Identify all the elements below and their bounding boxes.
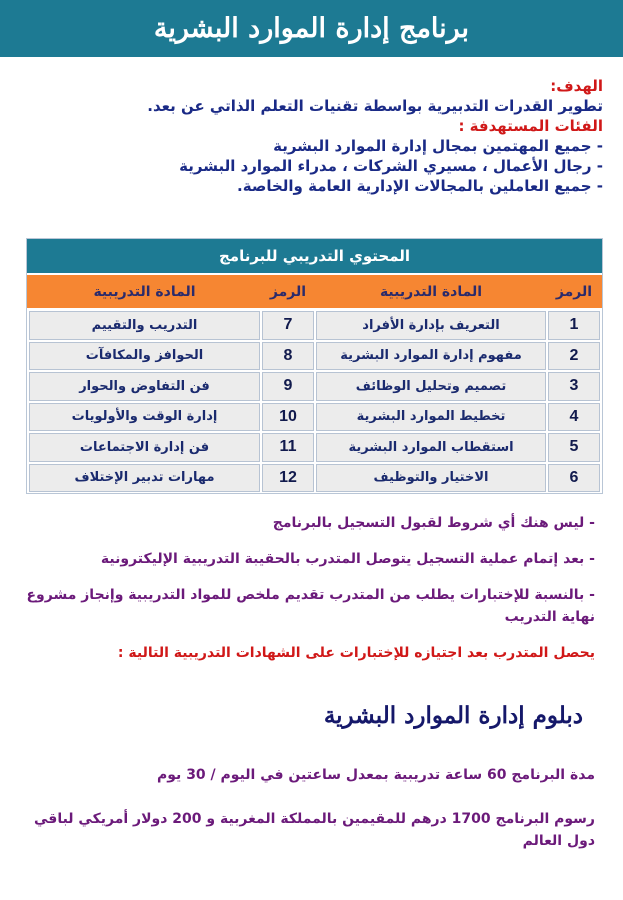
- audience-item: - رجال الأعمال ، مسيري الشركات ، مدراء الموارد البشرية: [179, 157, 603, 175]
- duration-text: مدة البرنامج 60 ساعة تدريبية بمعدل ساعتين في اليوم / 30 يوم: [157, 767, 595, 783]
- goal-text: تطوير القدرات التدبيرية بواسطة تقنيات التعلم الذاتي عن بعد.: [147, 97, 603, 115]
- table-header-row: [27, 275, 602, 308]
- header-code: الرمز: [555, 283, 593, 300]
- note-item: - ليس هنك أي شروط لقبول التسجيل بالبرنامج: [272, 515, 595, 531]
- table-title: المحتوي التدريبي للبرنامج: [27, 239, 602, 273]
- code-cell: 3: [548, 372, 600, 401]
- header-subject: المادة التدريبية: [93, 283, 196, 300]
- certificate-note: يحصل المتدرب بعد اجتيازه للإختبارات على الشهادات التدريبية التالية :: [117, 645, 595, 661]
- subject-cell: الاختيار والتوظيف: [316, 464, 546, 493]
- program-content-table: [26, 238, 603, 494]
- subject-cell: تخطيط الموارد البشرية: [316, 403, 546, 432]
- audience-item: - جميع المهتمين بمجال إدارة الموارد البشرية: [273, 137, 603, 155]
- intro-section: [13, 76, 603, 196]
- subject-cell: التدريب والتقييم: [29, 311, 260, 340]
- subject-cell: مفهوم إدارة الموارد البشرية: [316, 342, 546, 371]
- page-title: برنامج إدارة الموارد البشرية: [0, 0, 623, 57]
- code-cell: 4: [548, 403, 600, 432]
- code-cell: 1: [548, 311, 600, 340]
- code-cell: 9: [262, 372, 314, 401]
- fees-text: رسوم البرنامج 1700 درهم للمقيمين بالمملكة المغربية و 200 دولار أمريكي لباقي دول العالم: [33, 811, 595, 849]
- audience-item: - جميع العاملين بالمجالات الإدارية العامة والخاصة.: [237, 177, 603, 195]
- audience-label: الفئات المستهدفة :: [458, 117, 603, 135]
- code-cell: 7: [262, 311, 314, 340]
- header-subject: المادة التدريبية: [379, 283, 483, 300]
- subject-cell: فن إدارة الاجتماعات: [29, 433, 260, 462]
- subject-cell: إدارة الوقت والأولويات: [29, 403, 260, 432]
- goal-label: الهدف:: [550, 77, 603, 95]
- header-code: الرمز: [269, 283, 307, 300]
- note-item: - بالنسبة للإختبارات يطلب من المتدرب تقديم ملخص للمواد التدريبية وإنجاز مشروع نهاية التدريب: [26, 587, 595, 625]
- subject-cell: تصميم وتحليل الوظائف: [316, 372, 546, 401]
- subject-cell: التعريف بإدارة الأفراد: [316, 311, 546, 340]
- code-cell: 10: [262, 403, 314, 432]
- note-item: - بعد إتمام عملية التسجيل يتوصل المتدرب بالحقيبة التدريبية الإليكترونية: [100, 551, 595, 567]
- code-cell: 12: [262, 464, 314, 493]
- notes-section: [25, 512, 595, 678]
- diploma-title: دبلوم إدارة الموارد البشرية: [323, 702, 583, 729]
- code-cell: 5: [548, 433, 600, 462]
- code-cell: 11: [262, 433, 314, 462]
- code-cell: 2: [548, 342, 600, 371]
- subject-cell: مهارات تدبير الإختلاف: [29, 464, 260, 493]
- subject-cell: الحوافز والمكافآت: [29, 342, 260, 371]
- subject-cell: استقطاب الموارد البشرية: [316, 433, 546, 462]
- code-cell: 8: [262, 342, 314, 371]
- code-cell: 6: [548, 464, 600, 493]
- subject-cell: فن التفاوض والحوار: [29, 372, 260, 401]
